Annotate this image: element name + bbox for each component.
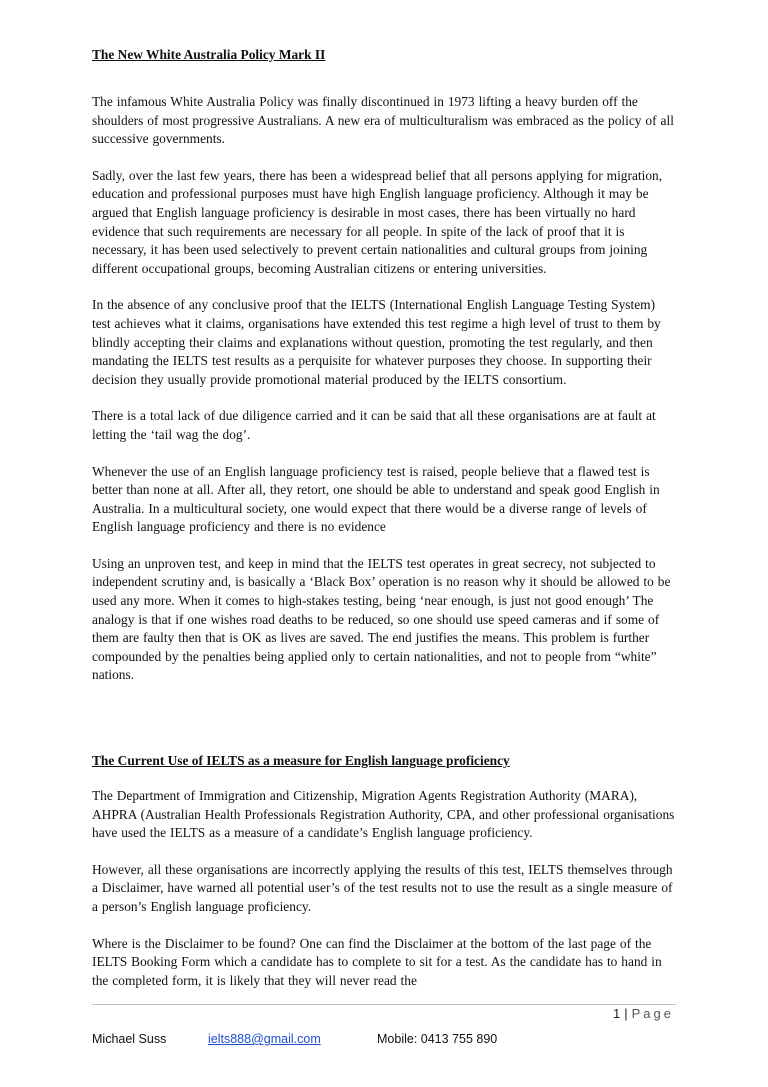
page-number	[613, 1006, 674, 1021]
footer-email-link[interactable]: ielts888@gmail.com	[208, 1032, 321, 1046]
page-separator: |	[624, 1006, 628, 1021]
paragraph: Whenever the use of an English language proficiency test is raised, people believe that a flawed test is better than none at all. After all, they retort, one should be able to understand and speak good English in Australia. In a multicultural society, one would expect that there would be a diverse range of levels of English language proficiency and there is no evidence	[92, 463, 660, 535]
paragraph: Sadly, over the last few years, there has been a widespread belief that all persons applying for migration, education and professional purposes must have high English language proficiency. Although it may be argued that English language proficiency is desirable in most cases, there has been virtually no hard evidence that such requirements are necessary for all people. In spite of the lack of proof that it is necessary, it has been used selectively to prevent certain nationalities and cultural groups from joining different occupational groups, becoming Australian citizens or entering universities.	[92, 167, 663, 276]
paragraph: Where is the Disclaimer to be found? One can find the Disclaimer at the bottom of the last page of the IELTS Booking Form which a candidate has to complete to sit for a test. As the candidate has to hand in the completed form, it is likely that they will never read the	[92, 935, 662, 988]
document-title: The New White Australia Policy Mark II	[92, 47, 326, 62]
paragraph: The infamous White Australia Policy was finally discontinued in 1973 lifting a heavy burden off the shoulders of most progressive Australians. A new era of multiculturalism was embraced as the policy of all successive governments.	[92, 94, 674, 147]
paragraph: There is a total lack of due diligence carried and it can be said that all these organisations are at fault at letting the ‘tail wag the dog’.	[92, 408, 656, 442]
section-1-body	[92, 93, 676, 685]
page-number-value: 1	[613, 1006, 621, 1021]
paragraph: In the absence of any conclusive proof that the IELTS (International English Language Testing System) test achieves what it claims, organisations have extended this test regime a high level of trust to them by blindly accepting their claims and explanations without question, promoting the test regularly, and then mandating the IELTS test results as a perquisite for whatever purposes they choose. In supporting their decision they usually provide promotional material produced by the IELTS consortium.	[92, 297, 661, 387]
footer-author: Michael Suss	[92, 1032, 167, 1046]
paragraph: The Department of Immigration and Citizenship, Migration Agents Registration Authority (MARA), AHPRA (Australian Health Professionals Registration Authority, CPA, and other professional organisations have used the IELTS as a measure of a candidate’s English language proficiency.	[92, 788, 675, 841]
page-label: Page	[631, 1006, 674, 1021]
footer-mobile: Mobile: 0413 755 890	[377, 1032, 498, 1046]
footer-divider	[92, 1004, 676, 1005]
section-2-heading: The Current Use of IELTS as a measure for English language proficiency	[92, 753, 510, 768]
paragraph: Using an unproven test, and keep in mind that the IELTS test operates in great secrecy, not subjected to independent scrutiny and, is basically a ‘Black Box’ operation is no reason why it should be allowed to be used any more. When it comes to high-stakes testing, being ‘near enough, is just not good enough’ The analogy is that if one wishes road deaths to be reduced, so one should use speed cameras and if some of them are faulty then that is OK as lives are saved. The end justifies the means. This problem is further compounded by the penalties being applied only to certain nationalities, and not to people from “white” nations.	[92, 555, 671, 683]
paragraph: However, all these organisations are incorrectly applying the results of this test, IELTS themselves through a Disclaimer, have warned all potential user’s of the test results not to use the result as a single measure of a person’s English language proficiency.	[92, 861, 673, 914]
section-2-body	[92, 787, 676, 990]
